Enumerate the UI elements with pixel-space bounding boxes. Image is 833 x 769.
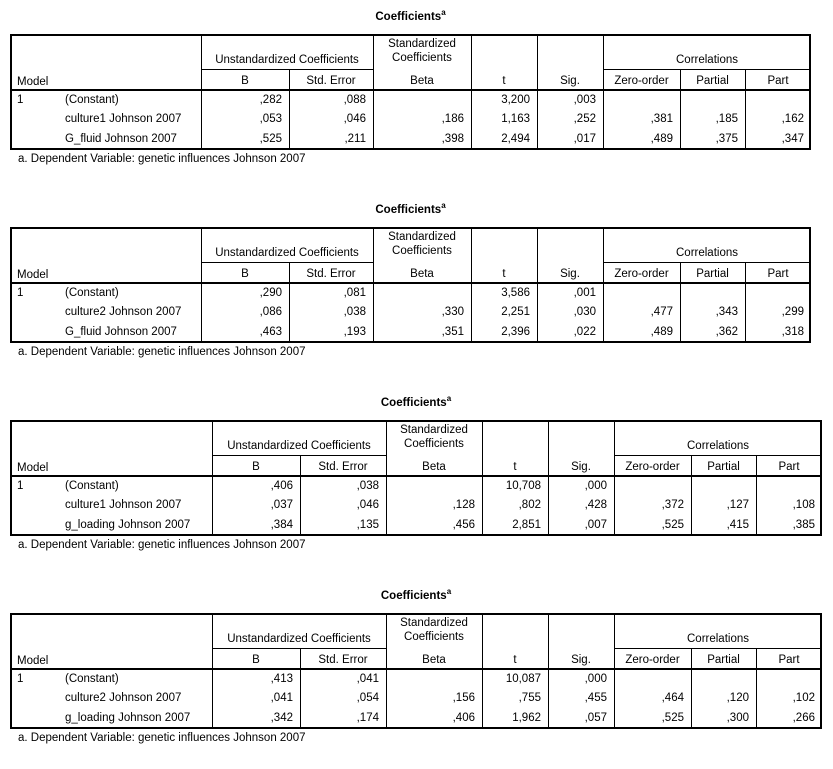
header-partial: Partial <box>696 75 729 87</box>
header-model: Model <box>17 655 49 667</box>
cell-beta: ,330 <box>441 306 464 318</box>
table-title <box>10 394 822 409</box>
cell-zero: ,477 <box>650 306 673 318</box>
variable-name: g_loading Johnson 2007 <box>65 519 191 531</box>
cell-t: 2,251 <box>501 306 530 318</box>
cell-part: ,347 <box>781 133 804 145</box>
variable-name: g_loading Johnson 2007 <box>65 712 191 724</box>
span-divider <box>212 648 386 649</box>
cell-b: ,463 <box>259 326 282 338</box>
header-beta: Beta <box>422 654 446 666</box>
footnote: a. Dependent Variable: genetic influences Johnson 2007 <box>18 539 306 551</box>
cell-se: ,054 <box>356 692 379 704</box>
header-part: Part <box>778 461 800 473</box>
table-title <box>10 201 811 216</box>
variable-name: (Constant) <box>65 673 119 685</box>
header-sig: Sig. <box>560 268 580 280</box>
table-title-text: Coefficients <box>380 590 447 602</box>
variable-name: (Constant) <box>65 480 119 492</box>
header-unstandardized: Unstandardized Coefficients <box>215 247 359 259</box>
header-b: B <box>252 654 260 666</box>
header-zero-order: Zero-order <box>625 654 680 666</box>
header-part: Part <box>767 268 789 280</box>
header-correlations: Correlations <box>676 247 738 259</box>
header-standardized-line1: Standardized <box>400 617 468 629</box>
cell-zero: ,489 <box>650 326 673 338</box>
model-number: 1 <box>17 673 24 685</box>
table-title <box>10 8 811 23</box>
cell-t: ,755 <box>518 692 541 704</box>
cell-sig: ,455 <box>584 692 607 704</box>
header-t: t <box>513 654 517 666</box>
header-standardized-line2: Coefficients <box>404 438 464 450</box>
variable-name: culture2 Johnson 2007 <box>65 306 182 318</box>
cell-sig: ,030 <box>573 306 596 318</box>
cell-b: ,384 <box>270 519 293 531</box>
header-t: t <box>502 75 506 87</box>
cell-beta: ,128 <box>452 499 475 511</box>
variable-name: culture2 Johnson 2007 <box>65 692 182 704</box>
cell-sig: ,252 <box>573 113 596 125</box>
footnote: a. Dependent Variable: genetic influences Johnson 2007 <box>18 732 306 744</box>
cell-se: ,081 <box>343 287 366 299</box>
cell-t: 1,962 <box>512 712 541 724</box>
cell-b: ,282 <box>259 94 282 106</box>
header-unstandardized: Unstandardized Coefficients <box>227 633 371 645</box>
header-correlations: Correlations <box>687 633 749 645</box>
cell-b: ,037 <box>270 499 293 511</box>
header-zero-order: Zero-order <box>625 461 680 473</box>
cell-b: ,342 <box>270 712 293 724</box>
cell-part: ,162 <box>781 113 804 125</box>
header-unstandardized: Unstandardized Coefficients <box>215 54 359 66</box>
span-divider <box>603 262 811 263</box>
header-t: t <box>502 268 506 280</box>
cell-beta: ,456 <box>452 519 475 531</box>
header-beta: Beta <box>422 461 446 473</box>
cell-se: ,041 <box>356 673 379 685</box>
cell-se: ,038 <box>356 480 379 492</box>
header-sig: Sig. <box>560 75 580 87</box>
cell-b: ,525 <box>259 133 282 145</box>
header-unstandardized: Unstandardized Coefficients <box>227 440 371 452</box>
header-partial: Partial <box>696 268 729 280</box>
cell-zero: ,489 <box>650 133 673 145</box>
cell-sig: ,057 <box>584 712 607 724</box>
cell-part: ,385 <box>792 519 815 531</box>
cell-t: 10,708 <box>505 480 541 492</box>
table-title <box>10 587 822 602</box>
cell-sig: ,007 <box>584 519 607 531</box>
cell-sig: ,017 <box>573 133 596 145</box>
cell-beta: ,186 <box>441 113 464 125</box>
header-t: t <box>513 461 517 473</box>
cell-partial: ,375 <box>715 133 738 145</box>
header-se: Std. Error <box>318 654 368 666</box>
cell-t: 2,494 <box>501 133 530 145</box>
model-number: 1 <box>17 480 24 492</box>
cell-b: ,290 <box>259 287 282 299</box>
cell-sig: ,428 <box>584 499 607 511</box>
header-standardized-line2: Coefficients <box>392 52 452 64</box>
cell-beta: ,398 <box>441 133 464 145</box>
cell-partial: ,185 <box>715 113 738 125</box>
cell-se: ,211 <box>344 133 366 145</box>
footnote-marker: a <box>446 587 452 596</box>
variable-name: (Constant) <box>65 94 119 106</box>
cell-part: ,299 <box>781 306 804 318</box>
header-divider <box>10 89 811 91</box>
cell-partial: ,343 <box>715 306 738 318</box>
header-part: Part <box>767 75 789 87</box>
variable-name: G_fluid Johnson 2007 <box>65 133 177 145</box>
cell-b: ,413 <box>270 673 293 685</box>
cell-partial: ,300 <box>726 712 749 724</box>
header-b: B <box>252 461 260 473</box>
header-beta: Beta <box>410 268 434 280</box>
header-divider <box>10 282 811 284</box>
header-model: Model <box>17 462 49 474</box>
footnote: a. Dependent Variable: genetic influences Johnson 2007 <box>18 153 306 165</box>
header-se: Std. Error <box>318 461 368 473</box>
cell-se: ,046 <box>343 113 366 125</box>
header-standardized-line1: Standardized <box>388 38 456 50</box>
coefficients-table-2 <box>0 193 833 383</box>
header-se: Std. Error <box>306 75 356 87</box>
header-zero-order: Zero-order <box>614 75 669 87</box>
cell-beta: ,351 <box>441 326 464 338</box>
cell-sig: ,003 <box>573 94 596 106</box>
coefficients-table-1 <box>0 0 833 190</box>
coefficients-table-3 <box>0 386 833 576</box>
header-se: Std. Error <box>306 268 356 280</box>
header-correlations: Correlations <box>676 54 738 66</box>
cell-part: ,108 <box>792 499 815 511</box>
cell-se: ,174 <box>356 712 379 724</box>
cell-sig: ,000 <box>584 673 607 685</box>
model-number: 1 <box>17 287 24 299</box>
cell-se: ,038 <box>343 306 366 318</box>
cell-se: ,046 <box>356 499 379 511</box>
cell-sig: ,022 <box>573 326 596 338</box>
variable-name: culture1 Johnson 2007 <box>65 113 182 125</box>
header-sig: Sig. <box>571 654 591 666</box>
cell-beta: ,406 <box>452 712 475 724</box>
span-divider <box>201 69 373 70</box>
cell-t: 10,087 <box>505 673 541 685</box>
cell-partial: ,127 <box>726 499 749 511</box>
span-divider <box>201 262 373 263</box>
header-divider <box>10 475 822 477</box>
cell-b: ,041 <box>270 692 293 704</box>
variable-name: G_fluid Johnson 2007 <box>65 326 177 338</box>
header-partial: Partial <box>707 654 740 666</box>
header-standardized-line2: Coefficients <box>392 245 452 257</box>
cell-zero: ,525 <box>661 712 684 724</box>
header-part: Part <box>778 654 800 666</box>
variable-name: (Constant) <box>65 287 119 299</box>
cell-part: ,102 <box>792 692 815 704</box>
model-number: 1 <box>17 94 24 106</box>
header-model: Model <box>17 269 49 281</box>
cell-t: 2,396 <box>501 326 530 338</box>
footnote-marker: a <box>441 201 446 210</box>
cell-zero: ,525 <box>661 519 684 531</box>
header-standardized-line1: Standardized <box>400 424 468 436</box>
table-title-text: Coefficients <box>375 204 442 216</box>
span-divider <box>614 648 822 649</box>
header-b: B <box>241 268 249 280</box>
header-divider <box>10 668 822 670</box>
header-correlations: Correlations <box>687 440 749 452</box>
cell-t: ,802 <box>518 499 541 511</box>
cell-b: ,406 <box>270 480 293 492</box>
span-divider <box>603 69 811 70</box>
cell-part: ,266 <box>792 712 815 724</box>
coefficients-table-4 <box>0 579 833 769</box>
footnote: a. Dependent Variable: genetic influences Johnson 2007 <box>18 346 306 358</box>
cell-t: 3,200 <box>501 94 530 106</box>
header-zero-order: Zero-order <box>614 268 669 280</box>
cell-part: ,318 <box>781 326 804 338</box>
cell-t: 2,851 <box>512 519 541 531</box>
cell-zero: ,464 <box>661 692 684 704</box>
footnote-marker: a <box>441 8 446 17</box>
span-divider <box>614 455 822 456</box>
header-standardized-line1: Standardized <box>388 231 456 243</box>
header-standardized-line2: Coefficients <box>404 631 464 643</box>
cell-sig: ,001 <box>573 287 596 299</box>
header-beta: Beta <box>410 75 434 87</box>
cell-b: ,086 <box>259 306 282 318</box>
cell-t: 3,586 <box>501 287 530 299</box>
header-partial: Partial <box>707 461 740 473</box>
cell-partial: ,120 <box>726 692 749 704</box>
table-title-text: Coefficients <box>375 11 442 23</box>
variable-name: culture1 Johnson 2007 <box>65 499 182 511</box>
footnote-marker: a <box>446 394 452 403</box>
cell-b: ,053 <box>259 113 282 125</box>
header-b: B <box>241 75 249 87</box>
header-model: Model <box>17 76 49 88</box>
cell-se: ,088 <box>343 94 366 106</box>
cell-partial: ,362 <box>715 326 738 338</box>
cell-partial: ,415 <box>726 519 749 531</box>
cell-beta: ,156 <box>452 692 475 704</box>
cell-sig: ,000 <box>584 480 607 492</box>
cell-se: ,135 <box>356 519 379 531</box>
cell-se: ,193 <box>343 326 366 338</box>
cell-zero: ,372 <box>661 499 684 511</box>
header-sig: Sig. <box>571 461 591 473</box>
table-title-text: Coefficients <box>380 397 447 409</box>
cell-zero: ,381 <box>650 113 673 125</box>
cell-t: 1,163 <box>501 113 530 125</box>
span-divider <box>212 455 386 456</box>
